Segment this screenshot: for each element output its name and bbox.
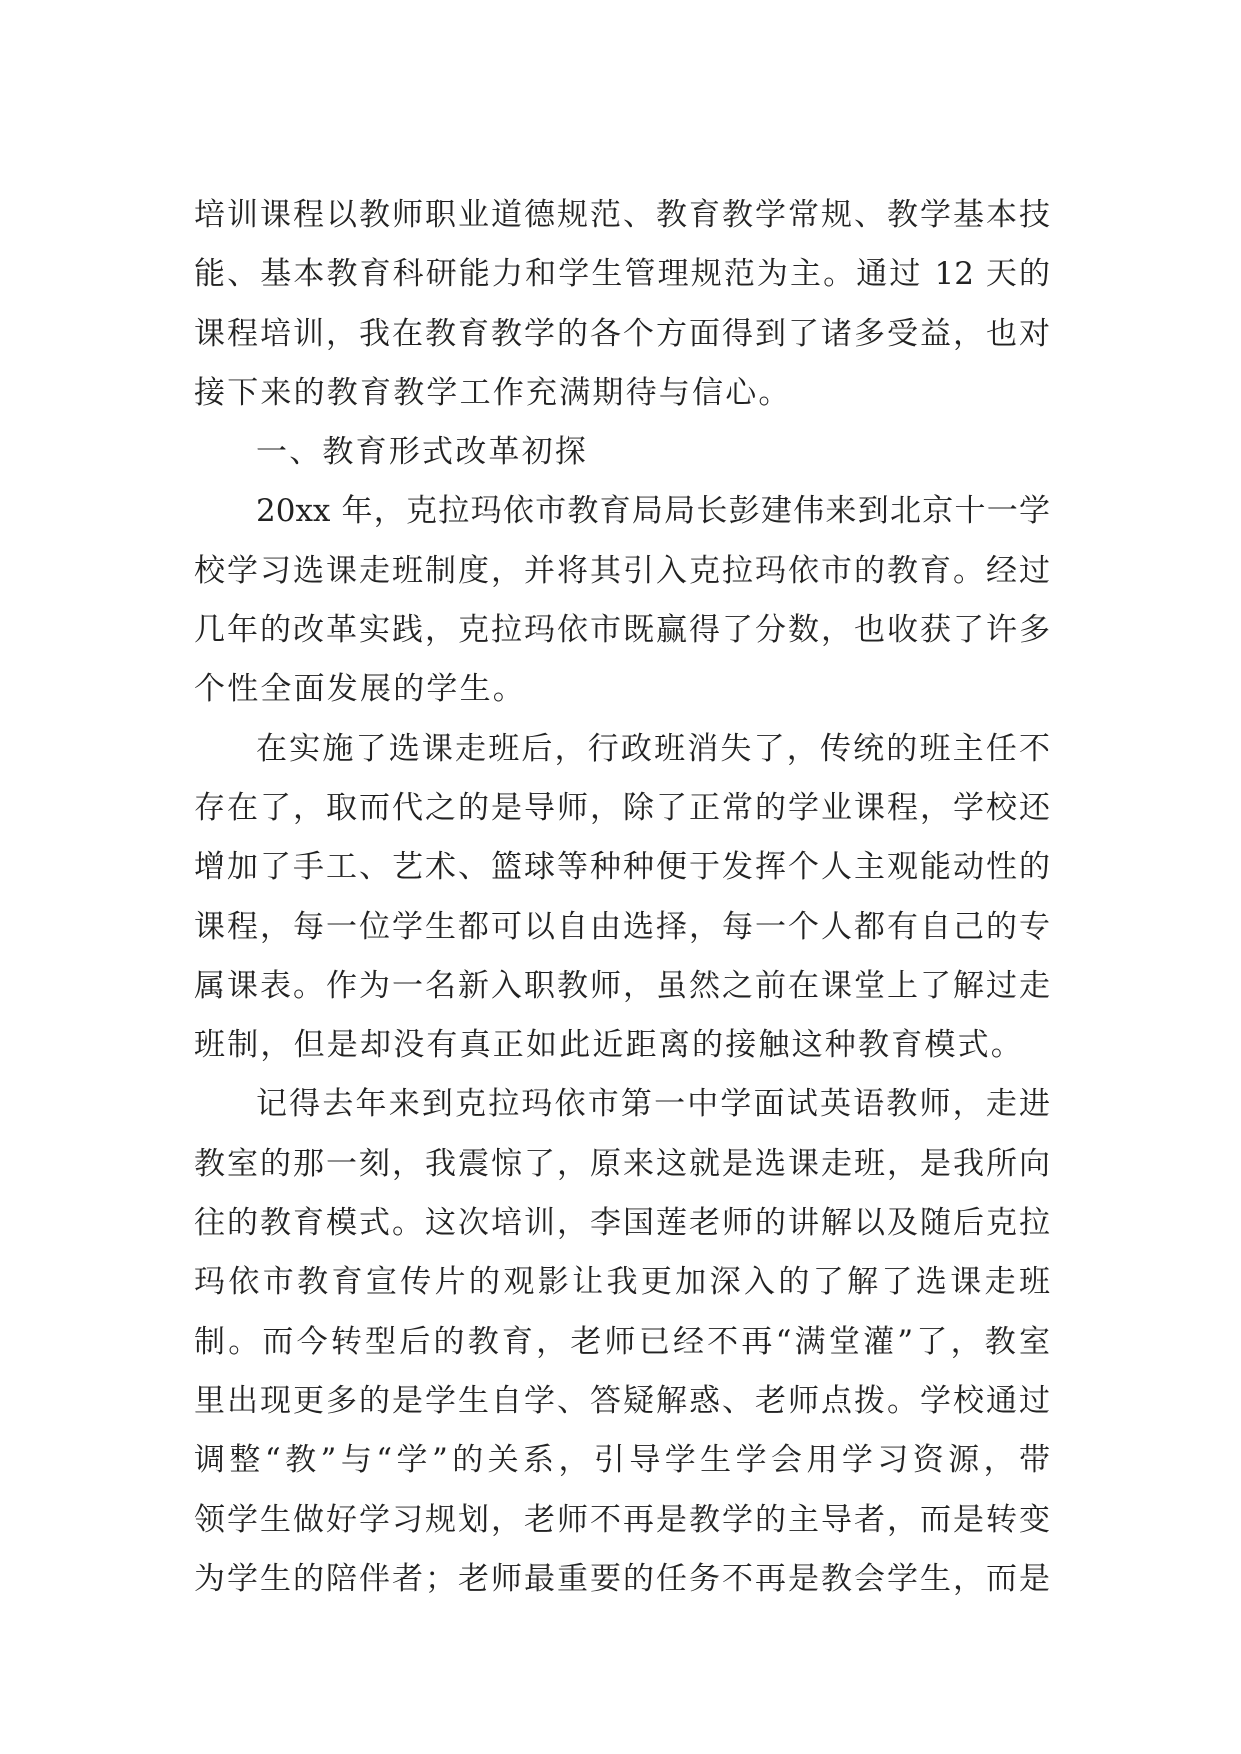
text-line: 往的教育模式。这次培训，李国莲老师的讲解以及随后克拉 [194,1205,1050,1242]
text-line: 调整“教”与“学”的关系，引导学生学会用学习资源，带 [194,1442,1050,1479]
text-line: 培训课程以教师职业道德规范、教育教学常规、教学基本技 [194,197,1050,233]
text-line: 增加了手工、艺术、篮球等种种便于发挥个人主观能动性的 [194,849,1050,886]
text-line: 里出现更多的是学生自学、答疑解惑、老师点拨。学校通过 [194,1382,1050,1419]
text-line: 课程培训，我在教育教学的各个方面得到了诸多受益，也对 [194,315,1050,352]
text-line: 课程，每一位学生都可以自由选择，每一个人都有自己的专 [194,908,1050,945]
text-line: 接下来的教育教学工作充满期待与信心。 [194,374,792,411]
text-line: 在实施了选课走班后，行政班消失了，传统的班主任不 [256,730,1050,767]
text-line: 存在了，取而代之的是导师，除了正常的学业课程，学校还 [194,789,1050,826]
document-body [194,186,1050,1609]
text-line: 属课表。作为一名新入职教师，虽然之前在课堂上了解过走 [194,967,1050,1004]
text-line: 几年的改革实践，克拉玛依市既赢得了分数，也收获了许多 [194,612,1050,649]
text-line: 班制，但是却没有真正如此近距离的接触这种教育模式。 [194,1027,1024,1064]
text-line: 为学生的陪伴者；老师最重要的任务不再是教会学生，而是 [194,1560,1050,1597]
text-line: 玛依市教育宣传片的观影让我更加深入的了解了选课走班 [194,1264,1050,1301]
text-line: 校学习选课走班制度，并将其引入克拉玛依市的教育。经过 [194,552,1050,589]
text-line: 20xx 年，克拉玛依市教育局局长彭建伟来到北京十一学 [256,493,1050,530]
text-line: 能、基本教育科研能力和学生管理规范为主。通过 12 天的 [194,256,1050,293]
section-heading: 一、教育形式改革初探 [256,434,588,471]
text-line: 记得去年来到克拉玛依市第一中学面试英语教师，走进 [256,1086,1050,1123]
text-line: 制。而今转型后的教育，老师已经不再“满堂灌”了，教室 [194,1323,1050,1360]
text-line: 教室的那一刻，我震惊了，原来这就是选课走班，是我所向 [194,1145,1050,1182]
text-line: 个性全面发展的学生。 [194,671,526,708]
text-line: 领学生做好学习规划，老师不再是教学的主导者，而是转变 [194,1501,1050,1538]
